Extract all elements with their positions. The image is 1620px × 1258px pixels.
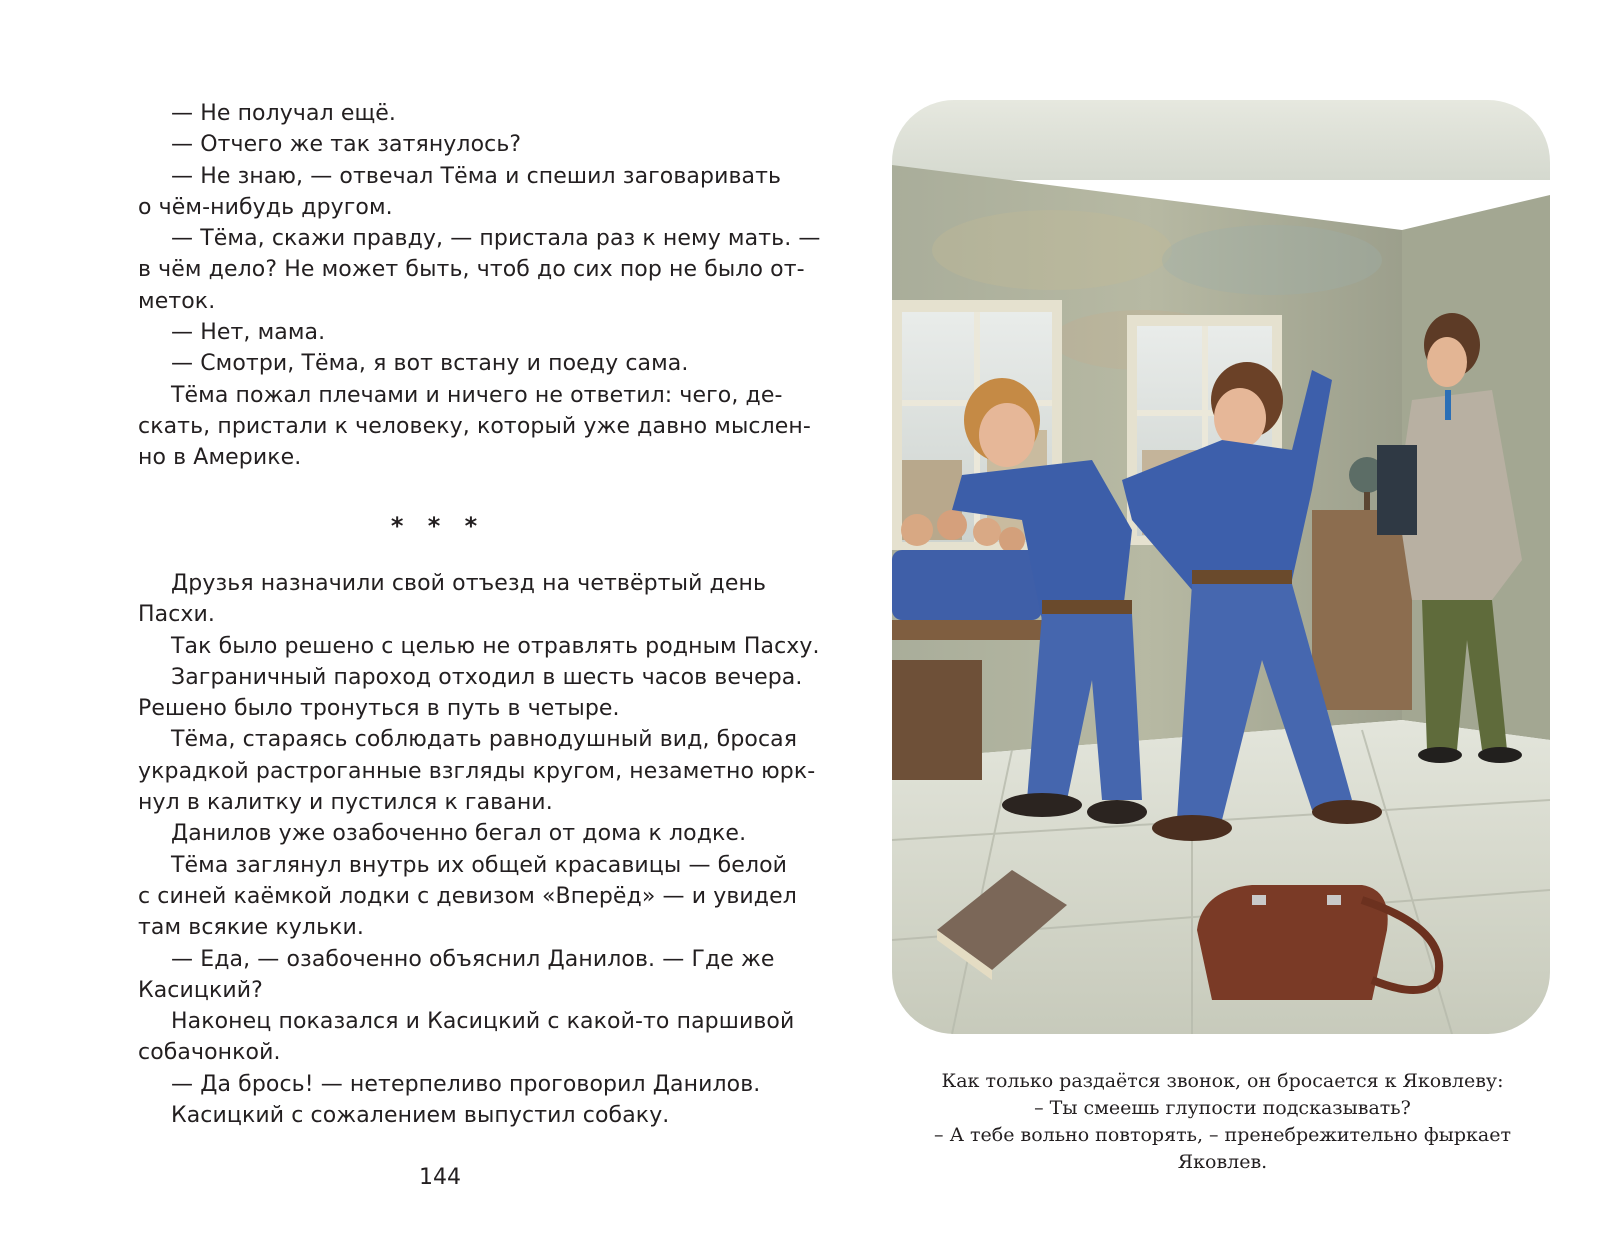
text-line: — Не получал ещё. xyxy=(171,101,397,126)
text-line: Касицкий с сожалением выпустил собаку. xyxy=(171,1103,670,1129)
text-line: — Еда, — озабоченно объяснил Данилов. — Где же xyxy=(171,946,775,972)
text-line: Тёма, стараясь соблюдать равнодушный вид, бросая xyxy=(171,727,798,753)
text-line: Пасхи. xyxy=(138,602,216,628)
text-line: украдкой растроганные взгляды кругом, незаметно юрк- xyxy=(138,758,816,784)
caption-line: – Ты смеешь глупости подсказывать? xyxy=(1034,1097,1411,1119)
caption-line: Яковлев. xyxy=(1177,1151,1268,1173)
text-line: Тёма пожал плечами и ничего не ответил: чего, де- xyxy=(171,382,783,408)
teacher-desk xyxy=(1312,510,1412,710)
text-line: — Смотри, Тёма, я вот встану и поеду сама. xyxy=(171,351,689,377)
school-bench xyxy=(892,620,1062,640)
text-line: — Отчего же так затянулось? xyxy=(171,132,522,158)
left-page-text-block-1 xyxy=(138,98,821,474)
text-line: — Нет, мама. xyxy=(171,320,326,346)
text-line: — Тёма, скажи правду, — пристала раз к нему мать. — xyxy=(171,226,821,252)
text-line: в чём дело? Не может быть, чтоб до сих пор не было от- xyxy=(138,257,805,283)
text-line: Так было решено с целью не отравлять родным Пасху. xyxy=(171,633,820,659)
text-line: там всякие кульки. xyxy=(138,915,365,941)
text-line: Решено было тронуться в путь в четыре. xyxy=(138,696,620,722)
text-line: Данилов уже озабоченно бегал от дома к лодке. xyxy=(171,821,747,847)
text-line: собачонкой. xyxy=(138,1040,281,1066)
text-line: Касицкий? xyxy=(138,977,263,1003)
caption-line: Как только раздаётся звонок, он бросается к Яковлеву: xyxy=(941,1070,1504,1092)
caption-line: – А тебе вольно повторять, – пренебрежительно фыркает xyxy=(934,1124,1511,1146)
text-line: — Да брось! — нетерпеливо проговорил Данилов. xyxy=(171,1071,761,1097)
left-page-text-block-2 xyxy=(138,568,820,1131)
text-line: скать, пристали к человеку, который уже давно мыслен- xyxy=(138,413,811,439)
text-line: Друзья назначили свой отъезд на четвёртый день xyxy=(171,571,767,596)
text-line: — Не знаю, — отвечал Тёма и спешил заговаривать xyxy=(171,163,782,189)
text-line: Наконец показался и Касицкий с какой-то паршивой xyxy=(171,1009,795,1035)
text-line: но в Америке. xyxy=(138,445,302,471)
text-line: с синей каёмкой лодки с девизом «Вперёд» — и увидел xyxy=(138,883,797,909)
text-line: о чём-нибудь другом. xyxy=(138,194,393,220)
illustration-caption xyxy=(900,1068,1545,1176)
text-line: Тёма заглянул внутрь их общей красавицы — белой xyxy=(171,852,788,878)
text-line: Заграничный пароход отходил в шесть часов вечера. xyxy=(171,664,803,690)
ceiling xyxy=(892,100,1550,180)
text-line: меток. xyxy=(138,288,216,314)
section-separator: * * * xyxy=(390,512,486,540)
page-number: 144 xyxy=(419,1165,461,1190)
classroom-illustration xyxy=(892,100,1550,1034)
text-line: нул в калитку и пустился к гавани. xyxy=(138,790,553,816)
book-held xyxy=(1377,445,1417,535)
